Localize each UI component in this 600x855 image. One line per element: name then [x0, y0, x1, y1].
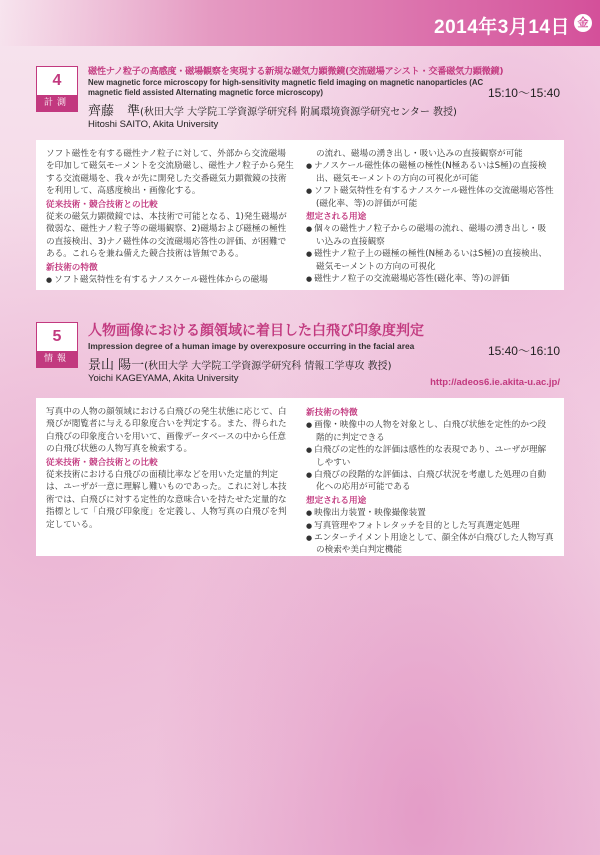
- use-item: ● 磁性ナノ粒子上の磁極の極性(N極あるいはS極)の直接検出、磁気モーメントの方向の可視化: [306, 248, 554, 273]
- comparison-text: 従来技術における白飛びの面積比率などを用いた定量的判定は、ユーザが一意に理解し難いものであった。これに対し本技術では、白飛びに対する定性的な意味合いを持たせた定量的な指標として「白飛び印象度」を定義し、人物写真の白飛びを判定している。: [46, 470, 287, 530]
- feature-item: ● 白飛びの段階的な評価は、白飛び状況を考慮した処理の自動化への応用が可能である: [306, 469, 554, 494]
- comparison-text: 従来の磁気力顕微鏡では、本技術で可能となる、1)発生磁場が微弱な、磁性ナノ粒子等の磁場観察、2)磁場および磁極の極性の直接検出、3)ナノ磁性体の交流磁場応答性の評価、が困難である。これらを兼ね備えた競合技術は皆無である。: [46, 212, 287, 260]
- feature-item: ● ソフト磁気特性を有するナノスケール磁性体の交流磁場応答性(磁化率、等)の評価が可能: [306, 185, 554, 210]
- entry-5-header: [36, 322, 564, 392]
- section-heading: 従来技術・競合技術との比較: [46, 199, 158, 210]
- entry-5-content: [36, 398, 564, 556]
- intro-text: ソフト磁性を有する磁性ナノ粒子に対して、外部から交流磁場を印加して磁気モーメントを交流励磁し、磁性ナノ粒子から発生する交流磁場を、我々が先に開発した交番磁気力顕微鏡の技術を利用して、高感度検出・画像化する。: [46, 149, 294, 197]
- entry-number-box: [36, 66, 78, 112]
- use-item: ● エンターテイメント用途として、顔全体が白飛びした人物写真の検索や美白判定機能: [306, 532, 554, 557]
- right-column: [306, 406, 554, 556]
- session-time: 15:10～15:40: [487, 86, 560, 100]
- entry-4-content: [36, 140, 564, 290]
- entry-title-en: New magnetic force microscopy for high-sensitivity magnetic field imaging on magnetic nanoparticles (AC magnetic field assisted Alternating magnetic force microscopy): [88, 78, 484, 97]
- presenter: [88, 100, 564, 119]
- section-heading: 想定される用途: [306, 495, 367, 506]
- entry-title-jp: 磁性ナノ粒子の高感度・磁場観察を実現する新規な磁気力顕微鏡(交流磁場アシスト・交番磁気力顕微鏡): [88, 66, 504, 77]
- entry-title-en: Impression degree of a human image by overexposure occurring in the facial area: [88, 341, 415, 351]
- section-heading: 想定される用途: [306, 212, 367, 223]
- use-item: ● 磁性ナノ粒子の交流磁場応答性(磁化率、等)の評価: [306, 273, 554, 285]
- presenter-affiliation: (秋田大学 大学院工学資源学研究科 情報工学専攻 教授): [144, 361, 392, 372]
- entry-category: 情報: [37, 351, 77, 367]
- entry-4-header: [36, 66, 564, 132]
- section-heading: 新技術の特徴: [306, 408, 358, 418]
- session-time: 15:40～16:10: [487, 344, 560, 358]
- presenter-name: 齊藤 準: [88, 104, 141, 119]
- entry-number: 4: [52, 72, 62, 89]
- right-column: [306, 148, 554, 285]
- entry-category: 計測: [37, 95, 77, 111]
- weekday-badge: 金: [574, 14, 592, 32]
- feature-item: ● ナノスケール磁性体の磁極の極性(N極あるいはS極)の直接検出、磁気モーメントの方向の可視化が可能: [306, 160, 554, 185]
- project-url-link[interactable]: http://adeos6.ie.akita-u.ac.jp/: [430, 377, 560, 388]
- feature-item: ● ソフト磁気特性を有するナノスケール磁性体からの磁場: [46, 274, 294, 286]
- presenter-affiliation: (秋田大学 大学院工学資源学研究科 附属環境資源学研究センター 教授): [140, 107, 457, 118]
- intro-text: 写真中の人物の顔領域における白飛びの発生状態に応じて、白飛びが閲覧者に与える印象度合いを判定する。また、得られた白飛びの印象度合いを用いて、画像データベースの中から任意の白飛び状態の人物写真を検索する。: [46, 407, 287, 455]
- date-header-band: [0, 0, 600, 46]
- entry-number-box: [36, 322, 78, 368]
- feature-item: ● 画像・映像中の人物を対象とし、白飛び状態を定性的かつ段階的に判定できる: [306, 419, 554, 444]
- section-heading: 新技術の特徴: [46, 262, 98, 273]
- left-column: [46, 148, 294, 286]
- entry-title-jp: 人物画像における顔領域に着目した白飛び印象度判定: [88, 323, 424, 339]
- left-column: [46, 406, 294, 548]
- use-item: ● 個々の磁性ナノ粒子からの磁場の流れ、磁場の湧き出し・吸い込みの直接観察: [306, 223, 554, 248]
- presenter-en: Yoichi KAGEYAMA, Akita University: [88, 373, 239, 384]
- entry-number: 5: [52, 328, 62, 345]
- session-date: 2014年3月14日: [434, 17, 570, 38]
- section-heading: 従来技術・競合技術との比較: [46, 457, 158, 468]
- presenter-name: 景山 陽一: [88, 358, 145, 373]
- presenter-en: Hitoshi SAITO, Akita University: [88, 119, 219, 130]
- feature-item: ● 白飛びの定性的な評価は感性的な表現であり、ユーザが理解しやすい: [306, 444, 554, 469]
- use-item: ● 映像出力装置・映像撮像装置: [306, 507, 554, 519]
- use-item: ● 写真管理やフォトレタッチを目的とした写真選定処理: [306, 520, 554, 532]
- continued-text: の流れ、磁場の湧き出し・吸い込みの直接観察が可能: [316, 149, 523, 159]
